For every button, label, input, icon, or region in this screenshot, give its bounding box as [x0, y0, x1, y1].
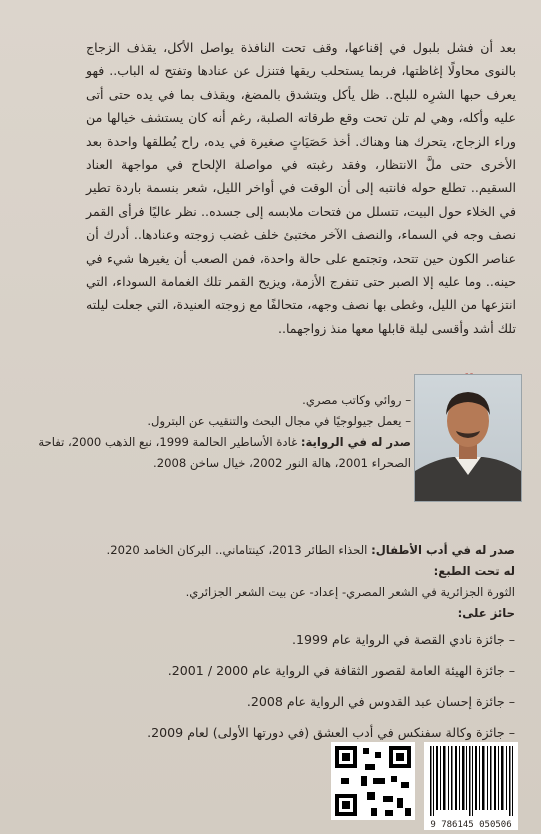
- excerpt: [86, 36, 516, 340]
- qr-code: [331, 742, 415, 820]
- author-novels: [31, 432, 411, 474]
- novels-text: غادة الأساطير الحالمة 1999، نبع الذهب 2000، تفاحة الصحراء 2001، هالة النور 2002، خيال ساخن 2008.: [38, 435, 411, 470]
- award-item: – جائزة الهيئة العامة لقصور الثقافة في الرواية عام 2000 / 2001.: [167, 663, 515, 678]
- isbn-number: 9 786145 050506: [424, 820, 518, 830]
- excerpt-paragraph-3: أدرك أن عناصر الكون حين تتحد، وتجتمع على حالة واحدة، فمن الصعب أن يغيرها شيء في حينه.. وما عليه إلا الصبر حتى تنفرج الأزمة، ويزيح القمر تلك الغمامة السوداء، التي انتزعها من الليل، وغطى بها نصف وجهه، متحالفًا مع زوجته العنيدة، التي جعلت ليلته تلك أشد وأقسى ليلة قابلها معها منذ زواجهما..: [86, 227, 516, 336]
- author-info: [31, 390, 411, 474]
- forthcoming-label: له تحت الطبع:: [433, 564, 515, 578]
- awards-label: حائز على:: [457, 606, 515, 620]
- forthcoming-text: الثورة الجزائرية في الشعر المصري- إعداد- عن بيت الشعر الجزائري.: [185, 585, 515, 599]
- author-photo: [414, 374, 522, 502]
- award-item: – جائزة إحسان عبد القدوس في الرواية عام 2008.: [246, 694, 515, 709]
- excerpt-paragraph-2: أخذ حَصَيَاتٍ صغيرة في يده، راح يُطلقها واحدة بعد الأخرى حتى ملَّ الانتظار، وفقد رغبته في مواصلة الإلحاح في مواجهة العناد السقيم.. تطلع حوله فانتبه إلى أن الوقت في أواخر الليل، شعر بنسمة باردة تطير في الخلاء حول البيت، تتسلل من فتحات ملابسه إلى جسده.. نظر عاليًا فرأى القمر نصف وجه في السماء، والنصف الآخر مختبئ خلف غضب زوجته وعنادها..: [86, 133, 516, 243]
- author-bullet-2: – يعمل جيولوجيًا في مجال البحث والتنقيب عن البترول.: [147, 414, 411, 428]
- novels-label: صدر له في الرواية:: [300, 435, 411, 449]
- excerpt-paragraph-1: بعد أن فشل بلبول في إقناعها، وقف تحت النافذة يواصل الأكل، يقذف الزجاج بالنوى محاولًا إغاظتها، فربما يستحلب ريقها فتنزل عن عنادها وتفتح له الباب.. فهو يعرف حبها الشرِه للبلح.. ظل يأكل ويتشدق بالمضغ، ويقذف بما في يده حتى أتى عليه وأكله، وهي لم تلن تحت وقع طرقاته الصلبة، رغم أنه كان يستشف خيالها من وراء الزجاج، يتحرك هنا وهناك.: [86, 40, 516, 149]
- author-children-books: [29, 540, 515, 561]
- author-bullet-1: – روائي وكاتب مصري.: [302, 393, 411, 407]
- children-text: الحذاء الطائر 2013، كينتاماني.. البركان الخامد 2020.: [106, 543, 368, 557]
- author-more-info: [29, 540, 515, 748]
- children-label: صدر له في أدب الأطفال:: [371, 543, 515, 557]
- award-item: – جائزة نادي القصة في الرواية عام 1999.: [291, 632, 515, 647]
- award-item: – جائزة وكالة سفنكس في أدب العشق (في دورتها الأولى) لعام 2009.: [147, 725, 515, 740]
- barcode: [424, 742, 518, 820]
